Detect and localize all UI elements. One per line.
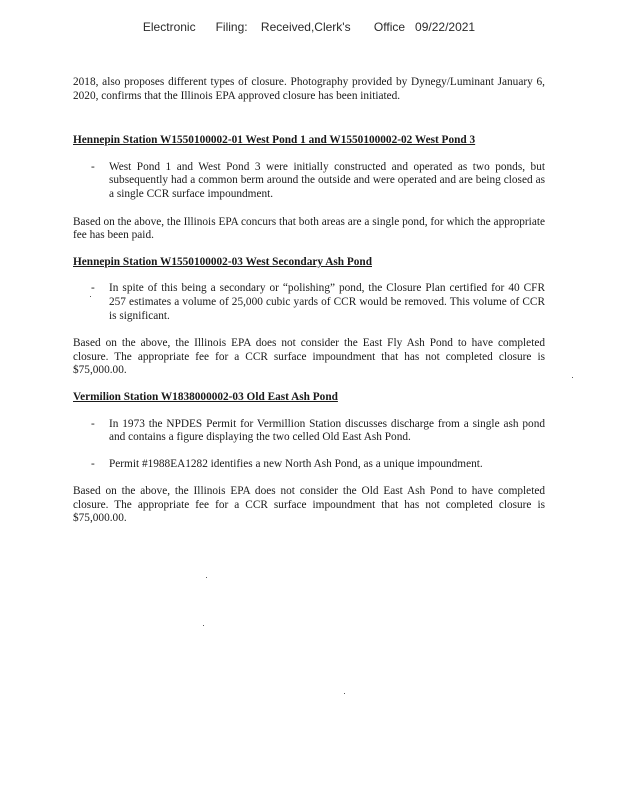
list-item — [73, 282, 545, 323]
dash-marker: - — [91, 417, 95, 430]
dash-marker: - — [91, 282, 95, 295]
scan-speck — [206, 577, 207, 578]
scan-speck — [203, 625, 204, 626]
list-item-text: In 1973 the NPDES Permit for Vermillion Station discusses discharge from a single ash pond and contains a figure displaying the two celled Old East Ash Pond. — [109, 417, 545, 444]
section-hennepin-west-secondary — [73, 256, 545, 378]
scan-speck — [344, 693, 345, 694]
electronic-filing-stamp: Electronic Filing: Received,Clerk's Office 09/22/2021 — [142, 20, 476, 34]
section-heading: Hennepin Station W1550100002-01 West Pond 1 and W1550100002-02 West Pond 3 — [73, 134, 476, 147]
list-item — [73, 458, 545, 472]
list-item-text: In spite of this being a secondary or “polishing” pond, the Closure Plan certified for 40 CFR 257 estimates a volume of 25,000 cubic yards of CCR would be removed. This volume of CCR is significant. — [109, 282, 545, 322]
section-heading: Hennepin Station W1550100002-03 West Secondary Ash Pond — [73, 255, 372, 268]
dash-marker: - — [91, 457, 95, 470]
section-conclusion: Based on the above, the Illinois EPA does not consider the East Fly Ash Pond to have completed closure. The appropriate fee for a CCR surface impoundment that has not completed closure is $75,000.00. — [73, 337, 545, 377]
document-body — [73, 76, 545, 526]
list-item-text: West Pond 1 and West Pond 3 were initially constructed and operated as two ponds, but subsequently had a common berm around the outside and were operated and are being closed as a single CCR surface impoundment. — [109, 160, 545, 200]
list-item-text: Permit #1988EA1282 identifies a new North Ash Pond, as a unique impoundment. — [109, 457, 483, 470]
dash-marker: - — [91, 160, 95, 173]
scan-speck — [90, 296, 91, 297]
section-hennepin-west-ponds — [73, 134, 545, 243]
section-conclusion: Based on the above, the Illinois EPA does not consider the Old East Ash Pond to have completed closure. The appropriate fee for a CCR surface impoundment that has not completed closure is $75,000.00. — [73, 485, 545, 525]
section-vermilion-old-east — [73, 391, 545, 526]
section-conclusion: Based on the above, the Illinois EPA concurs that both areas are a single pond, for which the appropriate fee has been paid. — [73, 215, 545, 242]
list-item — [73, 161, 545, 202]
scan-speck — [572, 377, 573, 378]
list-item — [73, 418, 545, 445]
section-heading: Vermilion Station W1838000002-03 Old East Ash Pond — [73, 390, 338, 403]
intro-paragraph: 2018, also proposes different types of closure. Photography provided by Dynegy/Luminant January 6, 2020, confirms that the Illinois EPA approved closure has been initiated. — [73, 76, 545, 102]
